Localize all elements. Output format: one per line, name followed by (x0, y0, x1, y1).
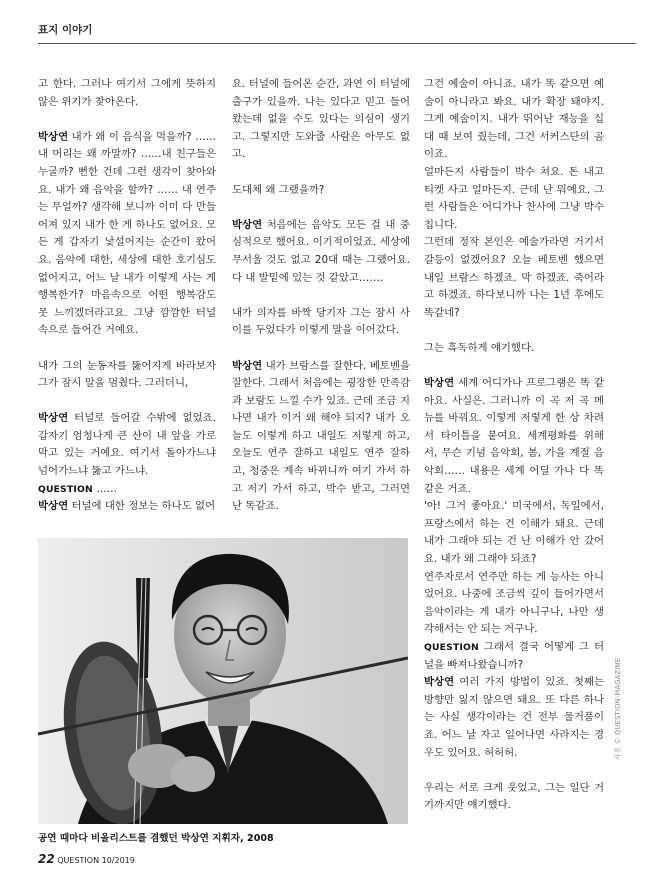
speech-text: 여러 가지 방법이 있죠. 첫째는 방향만 잃지 않으면 돼요. 또 다른 하나는 사실 생각이라는 건 전부 물거품이죠. 어느 날 자고 일어나면 사라지는 경우도 있어요. 허허허. (424, 676, 604, 759)
paragraph: 우리는 서로 크게 웃었고, 그는 일단 거기까지만 얘기했다. (424, 781, 604, 812)
paragraph (232, 217, 410, 287)
speech-text: 내가 브람스를 잘한다. 베토벤을 잘한다. 그래서 처음에는 굉장한 만족감과 보람도 느낄 수가 있죠. 근데 조금 지나면 내가 이거 왜 해야 되지? 내가 오늘도 이렇게 하고 내일도 저렇게 하고, 오늘도 연주 잘하고 내일도 연주 잘하고, 청중은 계속 바뀌니까 여기 가서 하고 저기 가서 하고, 박수 받고, 그러면 난 똑같죠. (232, 359, 410, 513)
paragraph: 요. 터널에 들어온 순간, 과연 이 터널에 출구가 있을까. 나는 있다고 믿고 들어왔는데 없을 수도 있다는 의심이 생기고. 그렇지만 도와줄 사람은 아무도 없고. (232, 78, 410, 161)
paragraph: '아! 그거 좋아요.' 미국에서, 독일에서, 프랑스에서 하는 건 이해가 돼요. 근데 내가 그래야 되는 건 난 이해가 안 갔어요. 내가 왜 그래야 되죠? (424, 500, 604, 566)
speech-text: 세계 어디가나 프로그램은 똑 같아요. 사실은. 그러니까 이 곡 저 곡 메뉴를 바꿔요. 이렇게 저렇게 한 상 차려서 타이틀을 붙여요. 세계평화를 위해서, 무슨 기념 음악회, 봄, 가을 계절 음악회…… 내용은 세계 어딜 가나 다 똑같은 거죠. (424, 377, 604, 495)
paragraph: 그건 예술이 아니죠. 내가 똑 같으면 예술이 아니라고 봐요. 내가 확장 돼야지. 그게 예술이지. 내가 뛰어난 재능을 십 대 때 보여 줬는데, 그건 서커스단의 곰이죠. (424, 78, 604, 161)
page-number: 22 (38, 852, 55, 866)
speaker-label: 박상연 (424, 676, 455, 689)
paragraph (424, 639, 604, 674)
magazine-issue: QUESTION 10/2019 (57, 856, 135, 865)
paragraph (424, 375, 604, 498)
article-column-2 (232, 76, 410, 516)
article-column-3 (424, 76, 604, 815)
paragraph: 얼마든지 사람들이 박수 쳐요. 돈 내고 티켓 사고 얼마든지. 근데 난 뭐예요. 그런 사람들은 어디가나 찬사에 그냥 박수 칩니다. (424, 165, 604, 231)
article-column-1 (38, 76, 216, 516)
paragraph (38, 481, 216, 499)
speech-text: 처음에는 음악도 모든 걸 내 중심적으로 했어요. 이기적이었죠. 세상에 무서울 것도 없고 20대 때는 그랬어요. 다 내 발밑에 있는 것 같았고……. (232, 218, 410, 284)
paragraph: 그런데 정작 본인은 예술가라면 거기서 갈등이 없겠어요? 오늘 베토벤 했으면 내일 브람스 하겠죠. 막 하겠죠. 죽어라고 하겠죠. 하다보니까 나는 1년 후에도 똑같네? (424, 236, 604, 319)
paragraph (424, 674, 604, 762)
speaker-label: QUESTION (38, 483, 93, 495)
paragraph (38, 129, 216, 340)
photo-credit: 사진 © QUESTION-MAGAZINE (614, 657, 622, 760)
speaker-label: 박상연 (232, 359, 263, 372)
header-rule (38, 43, 636, 44)
paragraph (38, 410, 216, 480)
speech-text: 터널로 들어갈 수밖에 없었죠. 갑자기 엄청나게 큰 산이 내 앞을 가로막고 있는 거예요. 여기서 돌아가느냐 넘어가느냐 뚫고 가느냐. (38, 412, 216, 478)
speaker-label: 박상연 (232, 218, 263, 231)
paragraph (38, 498, 216, 516)
speech-text: 터널에 대한 정보는 하나도 없어 (68, 500, 216, 513)
section-title: 표지 이야기 (38, 24, 93, 36)
portrait-image (38, 538, 408, 824)
paragraph: 연주자로서 연주만 하는 게 능사는 아니었어요. 나중에 조금씩 깊이 들어가면서 음악이라는 게 내가 아니구나, 나만 생각해서는 안 되는 거구나. (424, 570, 604, 636)
paragraph: 도대체 왜 그랬을까? (232, 183, 325, 196)
photo-caption: 공연 때마다 비올리스트를 겸했던 박상연 지휘자, 2008 (38, 833, 274, 844)
paragraph: 그는 흑독하게 얘기했다. (424, 341, 535, 354)
paragraph: 내가 그의 눈동자를 뚫어지게 바라보자 그가 잠시 말을 멈췄다. 그러더니, (38, 359, 216, 390)
speech-text: 그래서 결국 어떻게 그 터널을 빠져나왔습니까? (424, 641, 604, 671)
speech-text: …… (92, 482, 118, 495)
speaker-label: 박상연 (424, 377, 455, 390)
speaker-label: 박상연 (38, 500, 69, 513)
conductor-photo (38, 538, 408, 824)
speaker-label: 박상연 (38, 130, 69, 143)
speaker-label: 박상연 (38, 412, 69, 425)
paragraph (232, 358, 410, 516)
speaker-label: QUESTION (424, 642, 479, 653)
paragraph: 내가 의자를 바짝 당기자 그는 잠시 사이를 두었다가 이렇게 말을 이어갔다. (232, 306, 410, 337)
speech-text: 내가 왜 이 음식을 먹을까? …… 내 머리는 왜 까말까? ……내 친구들은 누굴까? 뻔한 건데 그런 생각이 찾아와요. 내가 왜 음악을 할까? …… 내 연주는 무얼까? 생각해 보니까 이미 다 만들어져 있지 내가 한 게 하나도 없어요. 모든 게 갑자기 낯설어지는 순간이 왔어요. 음악에 대한, 세상에 대한 호기심도 없어지고, 어느 날 내가 이렇게 사는 게 행복한가? 마음속으로 어떤 행복감도 못 느끼겠더라고요. 그냥 깜깜한 터널 속으로 들어간 거예요. (38, 130, 216, 337)
page-footer (38, 852, 135, 866)
paragraph: 고 한다. 그러나 여기서 그에게 뜻하지 않은 위기가 찾아온다. (38, 78, 216, 108)
